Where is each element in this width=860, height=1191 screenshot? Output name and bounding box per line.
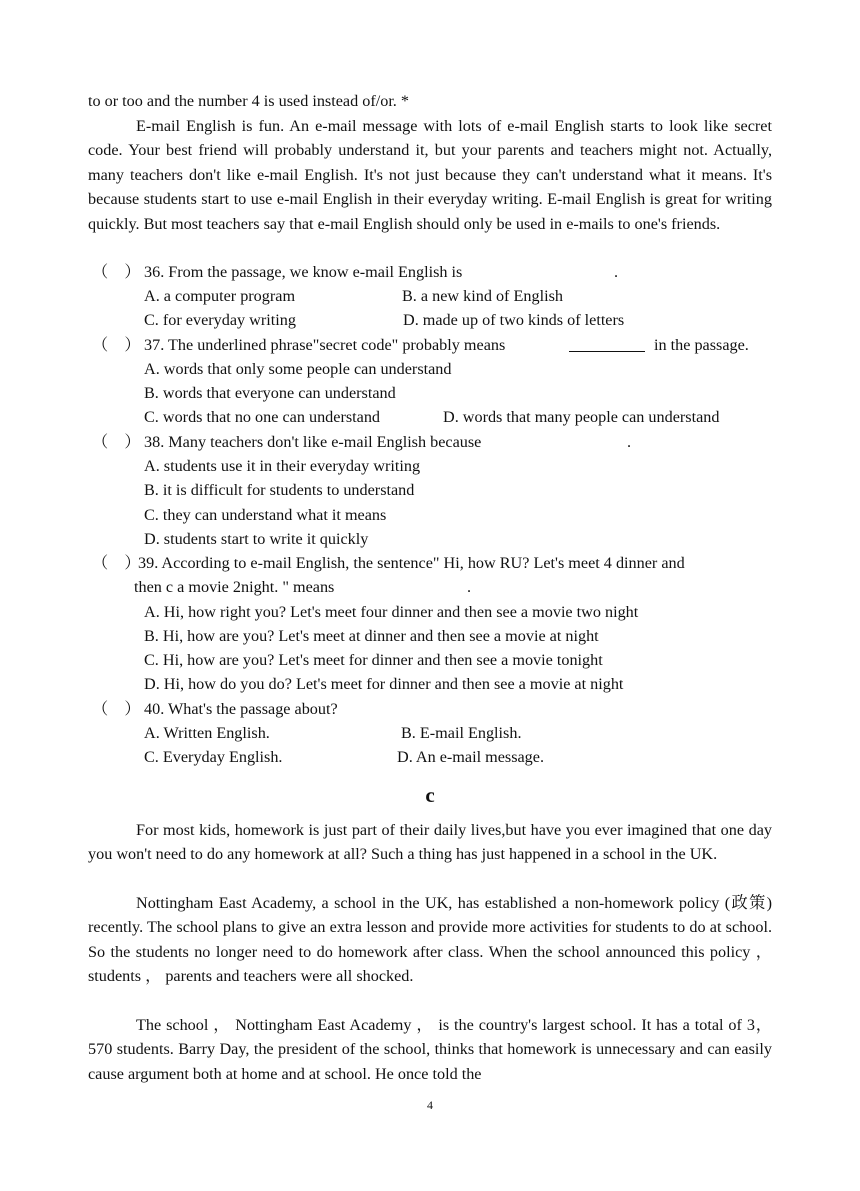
q37-stem-end: in the passage. xyxy=(654,336,749,354)
intro-fragment: to or too and the number 4 is used instead of/or. * xyxy=(88,92,409,110)
q38-option-b: B. it is difficult for students to understand xyxy=(144,481,415,499)
q37-answer-bracket: （ ） xyxy=(92,336,141,354)
q36-stem: 36. From the passage, we know e-mail English is xyxy=(144,263,463,281)
q40-stem: 40. What's the passage about? xyxy=(144,700,338,718)
q40-option-c: C. Everyday English. xyxy=(144,748,283,766)
section-heading: c xyxy=(425,783,435,807)
q38-answer-bracket: （ ） xyxy=(92,433,141,451)
passage-c-paragraph-2: Nottingham East Academy, a school in the UK, has established a non-homework policy (政策) recently. The school plans to give an extra lesson and provide more activities for students to do at school. So the students no longer need to do homework after class. When the school announced this policy ， students ， parents and teachers were all shocked. xyxy=(88,894,772,986)
q37-stem: 37. The underlined phrase"secret code" probably means xyxy=(144,336,506,354)
q39-stem: 39. According to e-mail English, the sentence" Hi, how RU? Let's meet 4 dinner and xyxy=(138,554,685,572)
q40-option-b: B. E-mail English. xyxy=(401,724,522,742)
q39-option-b: B. Hi, how are you? Let's meet at dinner and then see a movie at night xyxy=(144,627,599,645)
q37-blank-underline xyxy=(569,338,645,352)
q39-option-a: A. Hi, how right you? Let's meet four dinner and then see a movie two night xyxy=(144,603,639,621)
q39-stem-end: . xyxy=(467,578,472,596)
passage-c-paragraph-3: The school ， Nottingham East Academy ， is the country's largest school. It has a total of 3，570 students. Barry Day, the president of the school, thinks that homework is unnecessary and can easily cause argument both at home and at school. He once told the xyxy=(88,1016,772,1083)
q38-option-a: A. students use it in their everyday writing xyxy=(144,457,421,475)
passage-c-paragraph-1: For most kids, homework is just part of their daily lives,but have you ever imagined that one day you won't need to do any homework at all? Such a thing has just happened in a school in the UK. xyxy=(88,821,772,864)
q39-answer-bracket: （ ） xyxy=(92,554,141,572)
q38-option-c: C. they can understand what it means xyxy=(144,506,387,524)
q36-stem-end: . xyxy=(614,263,619,281)
passage-b-paragraph: E-mail English is fun. An e-mail message with lots of e-mail English starts to look like secret code. Your best friend will probably understand it, but your parents and teachers might not. Actually, many teachers don't like e-mail English. It's not just because they can't understand what it means. It's because students start to use e-mail English in their everyday writing. E-mail English is great for writing quickly. But most teachers say that e-mail English should only be used in e-mails to one's friends. xyxy=(88,117,772,233)
q40-option-a: A. Written English. xyxy=(144,724,270,742)
q40-answer-bracket: （ ） xyxy=(92,700,141,718)
q36-option-d: D. made up of two kinds of letters xyxy=(403,311,625,329)
q38-option-d: D. students start to write it quickly xyxy=(144,530,369,548)
q40-option-d: D. An e-mail message. xyxy=(397,748,544,766)
q39-option-d: D. Hi, how do you do? Let's meet for dinner and then see a movie at night xyxy=(144,675,624,693)
q36-option-a: A. a computer program xyxy=(144,287,296,305)
q36-option-c: C. for everyday writing xyxy=(144,311,296,329)
q37-option-b: B. words that everyone can understand xyxy=(144,384,396,402)
q39-stem-continued: then c a movie 2night. " means xyxy=(134,578,335,596)
q38-stem-end: . xyxy=(627,433,632,451)
q37-option-d: D. words that many people can understand xyxy=(443,408,720,426)
page-number: 4 xyxy=(427,1098,433,1112)
q37-option-c: C. words that no one can understand xyxy=(144,408,381,426)
q37-option-a: A. words that only some people can understand xyxy=(144,360,452,378)
q36-answer-bracket: （ ） xyxy=(92,263,141,281)
q36-option-b: B. a new kind of English xyxy=(402,287,563,305)
q38-stem: 38. Many teachers don't like e-mail English because xyxy=(144,433,482,451)
q39-option-c: C. Hi, how are you? Let's meet for dinner and then see a movie tonight xyxy=(144,651,603,669)
